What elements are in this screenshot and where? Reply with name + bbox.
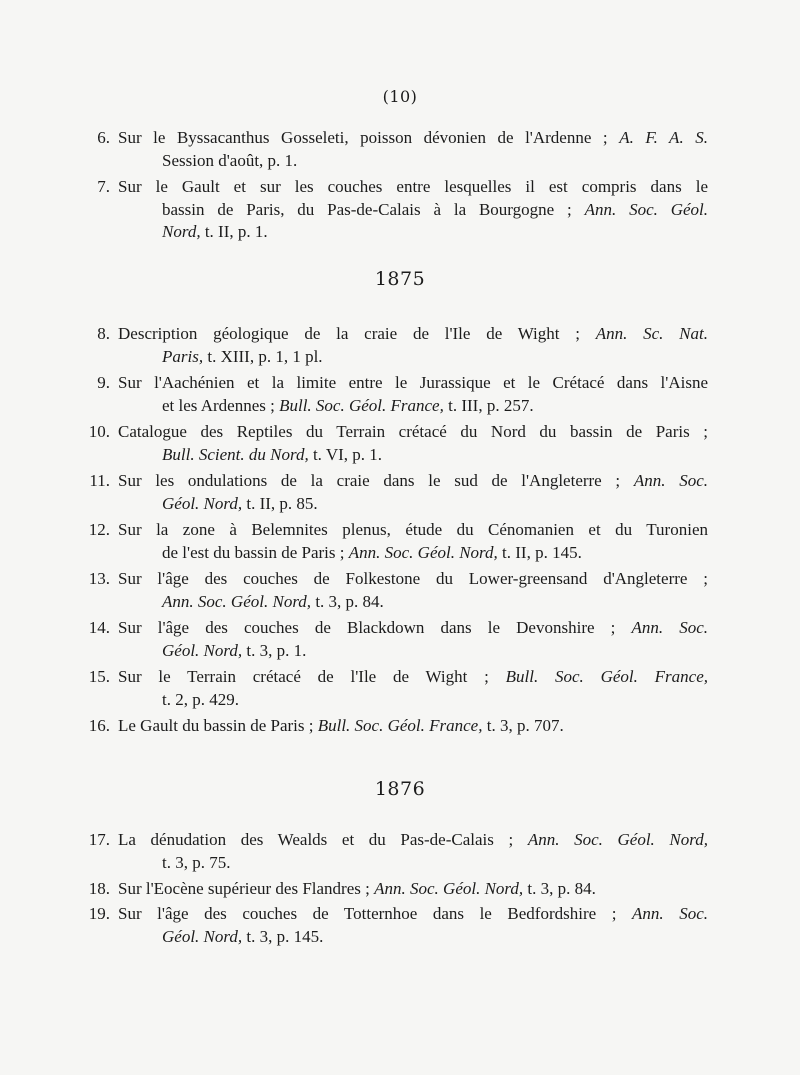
entry-line: [118, 829, 708, 852]
entry-text: t. 3, p. 84.: [523, 879, 596, 898]
journal-citation: Ann. Soc. Géol. Nord,: [162, 591, 312, 611]
journal-citation: Ann. Soc.: [632, 904, 708, 923]
bibliography-entry: [88, 878, 708, 901]
entry-line: [118, 444, 708, 467]
entry-text: Sur la zone à Belemnites plenus, étude du Cénomanien et du Turonien: [118, 520, 708, 539]
entry-line: [118, 591, 708, 614]
entry-number: 15.: [88, 667, 110, 686]
journal-citation: Ann. Soc.: [631, 618, 708, 637]
entry-line: [118, 568, 708, 591]
journal-citation: A. F. A. S.: [619, 128, 708, 147]
journal-citation: Ann. Soc. Géol.: [584, 199, 708, 219]
entry-text: Session d'août, p. 1.: [162, 150, 298, 170]
entry-line: [118, 926, 708, 949]
entry-text: t. 3, p. 145.: [242, 926, 324, 946]
year-heading-1875: 1875: [374, 268, 426, 290]
bibliography-entry: [97, 127, 708, 172]
journal-citation: Nord,: [162, 222, 201, 241]
entry-line: [118, 127, 708, 150]
bibliography-entry: [88, 715, 708, 738]
journal-citation: Bull. Soc. Géol. France,: [279, 395, 444, 415]
entry-number: 12.: [88, 520, 110, 539]
entry-text: Sur l'âge des couches de Folkestone du Lower-greensand d'Angleterre ;: [118, 569, 708, 588]
entry-text: Sur les ondulations de la craie dans le sud de l'Angleterre ;: [118, 471, 634, 490]
entry-line: [118, 395, 708, 418]
journal-citation: Géol. Nord,: [162, 926, 243, 946]
entry-text: Sur le Byssacanthus Gosseleti, poisson dévonien de l'Ardenne ;: [118, 128, 620, 147]
journal-citation: Paris,: [162, 346, 204, 366]
entry-line: [118, 199, 708, 222]
entry-text: bassin de Paris, du Pas-de-Calais à la Bourgogne ;: [162, 199, 585, 219]
entry-text: t. 3, p. 84.: [311, 591, 384, 611]
entry-line: [118, 421, 708, 444]
entry-line: [118, 221, 708, 244]
journal-citation: Bull. Soc. Géol. France,: [505, 667, 708, 686]
entry-number: 13.: [88, 569, 110, 588]
entry-line: [118, 346, 708, 369]
entry-line: [118, 176, 708, 199]
journal-citation: Ann. Soc. Géol. Nord,: [348, 542, 498, 562]
entry-text: Sur l'âge des couches de Totternhoe dans le Bedfordshire ;: [118, 904, 632, 923]
journal-citation: Ann. Soc. Géol. Nord,: [527, 830, 708, 849]
entry-line: [118, 372, 708, 395]
entry-number: 16.: [88, 716, 110, 735]
bibliography-entry: [88, 568, 708, 613]
bibliography-entry: [88, 903, 708, 948]
bibliography-entry: [97, 176, 708, 244]
entry-line: [118, 878, 708, 901]
journal-citation: Bull. Scient. du Nord,: [162, 444, 309, 464]
entry-text: Sur l'Eocène supérieur des Flandres ;: [118, 879, 375, 898]
bibliography-entry: [88, 666, 708, 711]
journal-citation: Bull. Soc. Géol. France,: [317, 716, 483, 735]
entry-text: Le Gault du bassin de Paris ;: [118, 716, 318, 735]
entry-number: 9.: [97, 373, 110, 392]
entry-number: 17.: [88, 830, 110, 849]
entry-text: t. 3, p. 75.: [162, 852, 231, 872]
entry-text: Sur le Terrain crétacé de l'Ile de Wight ;: [118, 667, 506, 686]
journal-citation: Ann. Soc.: [633, 471, 708, 490]
entry-text: Catalogue des Reptiles du Terrain crétacé du Nord du bassin de Paris ;: [118, 422, 708, 441]
bibliography-entry: [97, 372, 708, 417]
entry-line: [118, 852, 708, 875]
entry-line: [118, 519, 708, 542]
bibliography-entry: [89, 470, 708, 515]
entry-line: [118, 323, 708, 346]
entry-number: 19.: [88, 904, 110, 923]
entry-number: 7.: [97, 177, 110, 196]
entry-text: de l'est du bassin de Paris ;: [162, 542, 349, 562]
entry-text: t. XIII, p. 1, 1 pl.: [203, 346, 323, 366]
entry-number: 10.: [88, 422, 110, 441]
entry-line: [118, 150, 708, 173]
entry-text: t. II, p. 1.: [200, 222, 268, 241]
entry-text: t. 2, p. 429.: [162, 689, 239, 709]
entry-line: [118, 493, 708, 516]
entry-text: t. II, p. 85.: [242, 493, 318, 513]
entry-number: 11.: [89, 471, 110, 490]
year-heading-1876: 1876: [374, 778, 426, 800]
entry-text: Sur l'Aachénien et la limite entre le Jurassique et le Crétacé dans l'Aisne: [118, 373, 708, 392]
journal-citation: Géol. Nord,: [162, 493, 243, 513]
journal-citation: Géol. Nord,: [162, 640, 243, 660]
journal-citation: Ann. Soc. Géol. Nord,: [374, 879, 524, 898]
bibliography-entry: [88, 421, 708, 466]
entry-number: 8.: [97, 324, 110, 343]
bibliography-entry: [88, 829, 708, 874]
entry-number: 14.: [88, 618, 110, 637]
entry-line: [118, 640, 708, 663]
entry-line: [118, 470, 708, 493]
entry-line: [118, 903, 708, 926]
entry-number: 18.: [88, 879, 110, 898]
entry-text: et les Ardennes ;: [162, 395, 280, 415]
bibliography-entry: [97, 323, 708, 368]
entry-text: Sur l'âge des couches de Blackdown dans le Devonshire ;: [118, 618, 632, 637]
entry-text: t. 3, p. 1.: [242, 640, 307, 660]
entry-line: [118, 689, 708, 712]
entry-line: [118, 666, 708, 689]
entry-line: [118, 542, 708, 565]
entry-text: t. III, p. 257.: [443, 395, 534, 415]
bibliography-entry: [88, 617, 708, 662]
journal-citation: Ann. Sc. Nat.: [595, 324, 708, 343]
entry-text: t. II, p. 145.: [497, 542, 582, 562]
entry-text: t. 3, p. 707.: [482, 716, 564, 735]
entry-line: [118, 617, 708, 640]
entry-text: Description géologique de la craie de l'Ile de Wight ;: [118, 324, 596, 343]
entry-line: [118, 715, 708, 738]
entry-number: 6.: [97, 128, 110, 147]
entry-text: t. VI, p. 1.: [308, 444, 383, 464]
bibliography-entry: [88, 519, 708, 564]
entry-text: Sur le Gault et sur les couches entre lesquelles il est compris dans le: [118, 177, 708, 196]
entry-text: La dénudation des Wealds et du Pas-de-Calais ;: [118, 830, 528, 849]
page-number: (10): [382, 87, 418, 106]
